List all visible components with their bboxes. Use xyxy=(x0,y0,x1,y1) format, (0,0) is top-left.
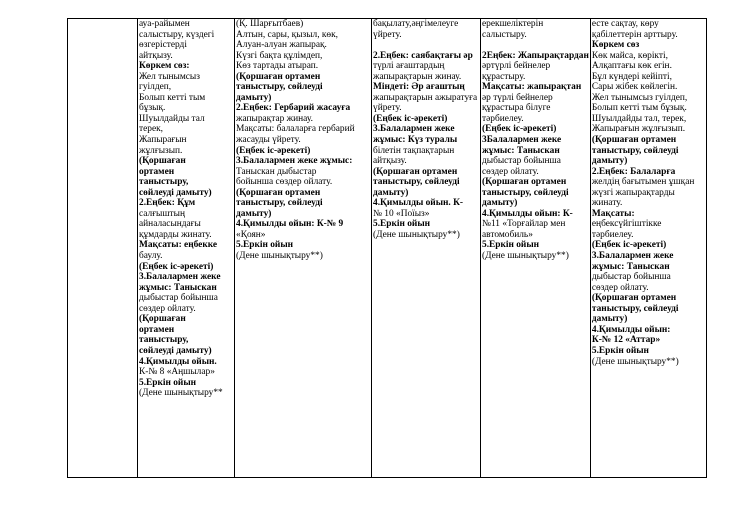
table-cell-col5 xyxy=(590,19,706,478)
text-line: 5.Еркін ойын xyxy=(139,377,197,388)
text-line: құрастыра білуге xyxy=(482,103,551,114)
text-line: (Дене шынықтыру**) xyxy=(236,251,323,262)
text-line: Мақсаты: балаларға гербарий xyxy=(236,124,355,135)
text-line: Көз тартады атырап. xyxy=(236,61,319,72)
text-line: баулу. xyxy=(139,251,163,262)
text-line: сөздер ойлату. xyxy=(139,303,196,314)
text-line: (Дене шынықтыру**) xyxy=(591,356,679,367)
text-line: жапырақтар жинау. xyxy=(236,113,313,124)
text-line: (Еңбек іс-әрекеті) xyxy=(236,145,311,156)
text-line: желдің бағытымен ұшқан xyxy=(591,177,695,188)
text-line: түрлі ағаштардың xyxy=(373,61,445,72)
text-line: Шуылдайды тал, терек, xyxy=(591,113,687,124)
text-line: 4.Қимылды ойын. К- xyxy=(373,198,464,209)
text-line: (Еңбек іс-әрекеті) xyxy=(139,261,214,272)
text-line: ортамен xyxy=(139,324,175,335)
text-line: (Дене шынықтыру** xyxy=(139,388,223,399)
text-line: (Еңбек іс-әрекеті) xyxy=(591,240,667,251)
text-line: салыстыру. xyxy=(482,29,527,40)
text-line: салғыштың xyxy=(139,208,185,219)
text-line: сөйлеуді дамыту) xyxy=(139,187,212,198)
text-line: (Қоршаған ортамен xyxy=(591,293,677,304)
text-line: 2.Еңбек: Балаларға xyxy=(591,166,676,177)
text-line: айтқызу. xyxy=(373,156,407,167)
text-line: тәрбиелеу. xyxy=(482,113,524,124)
text-line: үйрету. xyxy=(373,29,402,40)
text-line: Болып кетті тым xyxy=(139,92,206,103)
text-line: 4.Қимылды ойын. xyxy=(139,356,217,367)
text-line: дамыту) xyxy=(591,156,628,167)
text-line: Мақсаты: xyxy=(591,208,635,219)
text-line: дыбыстар бойынша xyxy=(591,272,671,283)
lesson-plan-table xyxy=(67,18,707,478)
text-line: есте сақтау, көру xyxy=(591,19,659,29)
text-line: бұзық. xyxy=(139,103,166,114)
text-line: Алқаптағы көк егін. xyxy=(591,61,672,72)
text-line: жұмыс: Таныскан xyxy=(482,145,560,156)
text-line: дамыту) xyxy=(373,187,409,198)
text-line: таныстыру, сөйлеуді xyxy=(591,145,679,156)
text-line: жапырақтарын ажыратуға xyxy=(373,92,478,103)
blank-line xyxy=(373,40,479,51)
text-line: жасауды үйрету. xyxy=(236,135,301,146)
text-line: таныстыру, xyxy=(139,335,189,346)
text-line: жинату. xyxy=(591,198,623,209)
text-line: (Еңбек іс-әрекеті) xyxy=(482,124,557,135)
text-line: жапырақтарын жинау. xyxy=(373,71,462,82)
text-line: құрастыру. xyxy=(482,71,526,82)
text-line: ортамен xyxy=(139,166,175,177)
text-line: дамыту) xyxy=(482,198,518,209)
text-line: (Қ. Шарғытбаев) xyxy=(236,19,304,29)
text-line: 3Балалармен жеке xyxy=(482,135,562,146)
text-line: 2.Еңбек: Гербарий жасауға xyxy=(236,103,351,114)
table-cell-blank xyxy=(68,19,138,478)
text-line: Міндеті: Әр ағаштың xyxy=(373,82,465,93)
text-line: Жел тынымсыз xyxy=(139,71,200,82)
text-line: таныстыру, сөйлеуді xyxy=(236,198,323,209)
text-line: (Қоршаған ортамен xyxy=(591,135,677,146)
text-line: әр түрлі бейнелер xyxy=(482,92,553,103)
text-line: Жапырағын xyxy=(139,135,187,146)
text-line: терек, xyxy=(139,124,164,135)
text-line: жұмыс: Таныскан xyxy=(139,282,217,293)
text-line: Таныскан дыбыстар xyxy=(236,166,317,177)
text-line: жүзгі жапырақтарды xyxy=(591,187,675,198)
text-line: Көркем сөз xyxy=(591,40,640,51)
text-line: салыстыру, күздегі xyxy=(139,29,215,40)
text-line: таныстыру, сөйлеуді xyxy=(373,177,460,188)
text-line: Алтын, сары, қызыл, көк, xyxy=(236,29,339,40)
table-row xyxy=(68,19,707,478)
text-line: № 10 «Поїыз» xyxy=(373,208,430,219)
text-line: «Қоян» xyxy=(236,229,266,240)
text-line: Бұл күндері кейіпті, xyxy=(591,71,672,82)
text-line: (Дене шынықтыру**) xyxy=(482,251,569,262)
text-line: (Қоршаған xyxy=(139,314,186,325)
text-line: айналасындағы xyxy=(139,219,201,230)
text-line: 5.Еркін ойын xyxy=(591,345,649,356)
text-line: Шуылдайды тал xyxy=(139,113,205,124)
text-line: 2Еңбек: Жапырақтардан xyxy=(482,50,589,61)
text-line: ауа-райымен xyxy=(139,19,190,29)
text-line: тәрбиелеу. xyxy=(591,229,634,240)
text-line: таныстыру, сөйлеуді xyxy=(482,187,569,198)
text-line: 5.Еркін ойын xyxy=(373,219,431,230)
text-line: сөздер ойлату. xyxy=(482,166,539,177)
text-line: 5.Еркін ойын xyxy=(236,240,294,251)
text-line: Алуан-алуан жапырақ. xyxy=(236,40,327,51)
text-line: 4.Қимылды ойын: К- xyxy=(482,208,573,219)
text-line: жұлғызып. xyxy=(139,145,183,156)
text-line: (Қоршаған ортамен xyxy=(482,177,567,188)
text-line: (Қоршаған xyxy=(139,156,186,167)
text-line: дыбыстар бойынша xyxy=(482,156,561,167)
text-line: ерекшеліктерін xyxy=(482,19,544,29)
text-line: жұмыс: Күз туралы xyxy=(373,135,458,146)
text-line: 4.Қимылды ойын: xyxy=(591,324,671,335)
text-line: бойынша сөздер ойлату. xyxy=(236,177,333,188)
text-line: Жел тынымсыз гуілдеп, xyxy=(591,92,688,103)
text-line: 5.Еркін ойын xyxy=(482,240,540,251)
text-line: 2.Еңбек: Құм xyxy=(139,198,196,209)
text-line: (Қоршаған ортамен xyxy=(373,166,458,177)
text-line: үйрету. xyxy=(373,103,402,114)
text-line: (Қоршаған ортамен xyxy=(236,71,321,82)
text-line: №11 «Торғайлар мен xyxy=(482,219,566,230)
blank-line xyxy=(482,40,589,51)
text-line: Мақсаты: еңбекке xyxy=(139,240,218,251)
text-line: әртүрлі бейнелер xyxy=(482,61,551,72)
table-cell-col4 xyxy=(481,19,591,478)
text-line: 4.Қимылды ойын: К-№ 9 xyxy=(236,219,344,230)
text-line: білетін тақпақтарын xyxy=(373,145,455,156)
text-line: 3.Балалармен жеке жұмыс: xyxy=(236,156,353,167)
text-line: Сары жібек көйлегін. xyxy=(591,82,678,93)
text-line: К-№ 12 «Аттар» xyxy=(591,335,661,346)
text-line: 3.Балалармен жеке xyxy=(591,251,674,262)
text-line: дыбыстар бойынша xyxy=(139,293,218,304)
text-line: дамыту) xyxy=(591,314,628,325)
text-line: К-№ 8 «Аңшылар» xyxy=(139,367,215,378)
text-line: сөздер ойлату. xyxy=(591,282,649,293)
text-line: қабілеттерін арттыру. xyxy=(591,29,678,40)
text-line: Жапырағын жұлғызып. xyxy=(591,124,686,135)
text-line: (Қоршаған ортамен xyxy=(236,187,321,198)
text-line: Көк майса, көрікті, xyxy=(591,50,668,61)
text-line: дамыту) xyxy=(236,92,272,103)
text-line: еңбексүйгіштікке xyxy=(591,219,662,230)
text-line: Күзгі бақта құлімдеп, xyxy=(236,50,323,61)
text-line: жұмыс: Таныскан xyxy=(591,261,670,272)
text-line: дамыту) xyxy=(236,208,272,219)
text-line: 3.Балалармен жеке xyxy=(373,124,455,135)
text-line: (Еңбек іс-әрекеті) xyxy=(373,113,448,124)
text-line: өзгерістерді xyxy=(139,40,187,51)
table-cell-col2 xyxy=(235,19,372,478)
table-cell-col1 xyxy=(138,19,235,478)
text-line: автомобиль» xyxy=(482,229,533,240)
text-line: 3.Балалармен жеке xyxy=(139,272,221,283)
text-line: Көркем сөз: xyxy=(139,61,190,72)
text-line: айтқызу. xyxy=(139,50,173,61)
text-line: таныстыру, сөйлеуді xyxy=(236,82,323,93)
text-line: бақылату,әңгімелеуге xyxy=(373,19,459,29)
text-line: сөйлеуді дамыту) xyxy=(139,345,212,356)
text-line: Мақсаты: жапырақтан xyxy=(482,82,582,93)
text-line: гуілдеп, xyxy=(139,82,172,93)
text-line: Болып кетті тым бұзық. xyxy=(591,103,687,114)
table-cell-col3 xyxy=(372,19,481,478)
text-line: таныстыру, xyxy=(139,177,189,188)
text-line: құмдарды жинату. xyxy=(139,229,212,240)
text-line: (Дене шынықтыру**) xyxy=(373,229,460,240)
text-line: таныстыру, сөйлеуді xyxy=(591,303,679,314)
text-line: 2.Еңбек: саябақтағы әр xyxy=(373,50,473,61)
